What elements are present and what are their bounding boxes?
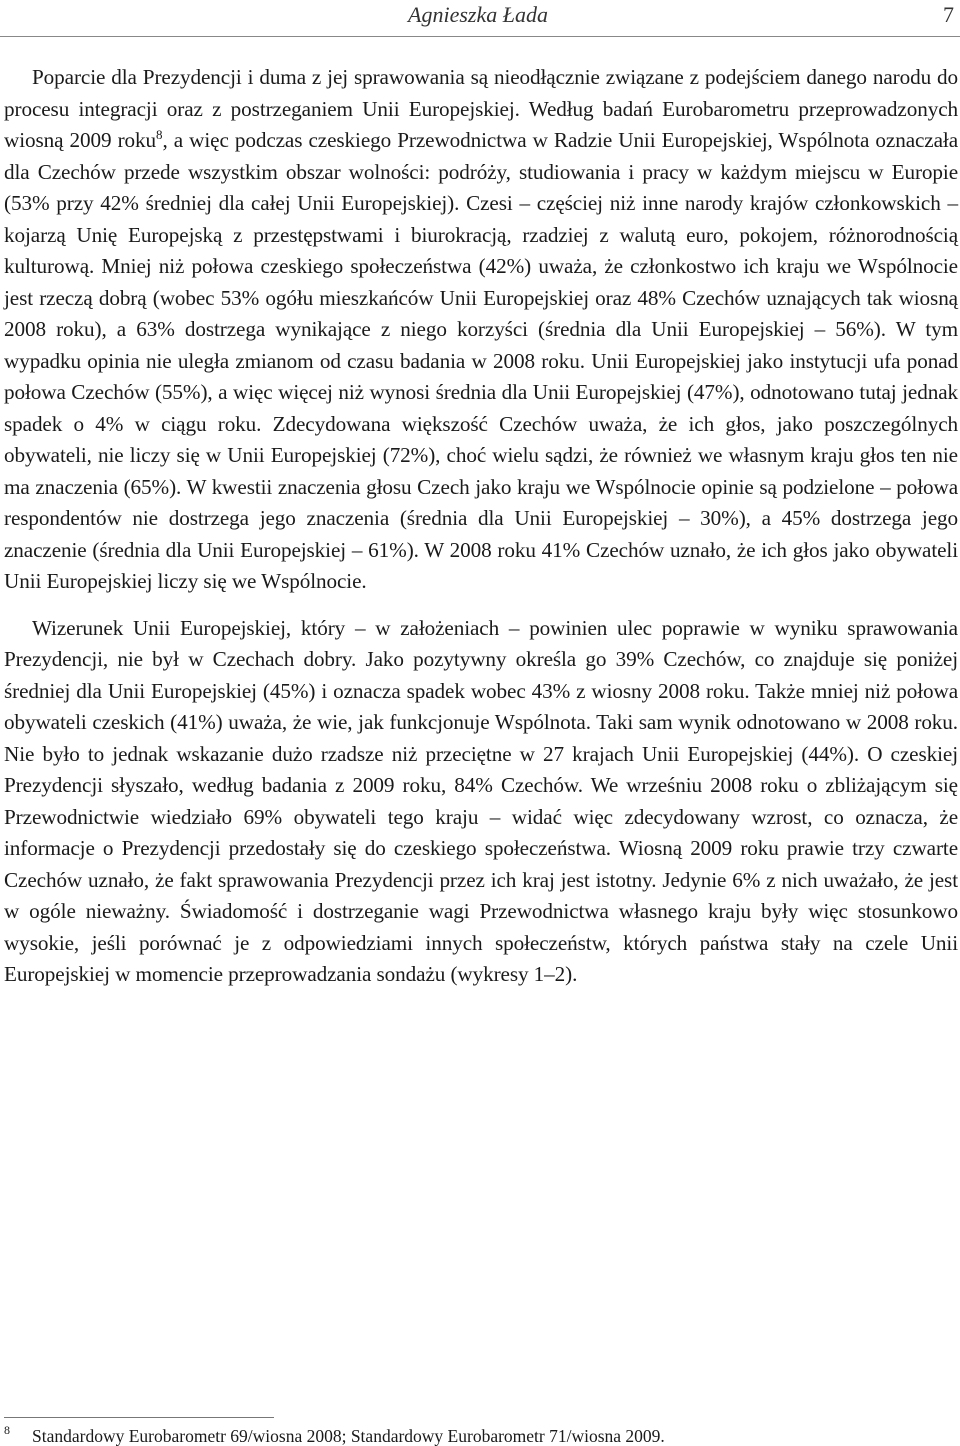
footnote-number: 8 bbox=[4, 1423, 10, 1437]
footnote-reference: 8 bbox=[156, 127, 163, 142]
paragraph-2: Wizerunek Unii Europejskiej, który – w założeniach – powinien ulec poprawie w wyniku sprawowania Prezydencji, nie był w Czechach dobry. Jako pozytywny określa go 39% Czechów, co znajduje się poniżej średniej dla Unii Europejskiej (45%) i oznacza spadek wobec 43% z wiosny 2008 roku. Także mniej niż połowa obywateli czeskich (41%) uważa, że wie, jak funkcjonuje Wspólnota. Taki sam wynik odnotowano w 2008 roku. Nie było to jednak wskazanie dużo rzadsze niż przeciętne w 27 krajach Unii Europejskiej (44%). O czeskiej Prezydencji słyszało, według badania z 2009 roku, 84% Czechów. We wrześniu 2008 roku o zbliżającym się Przewodnictwie wiedziało 69% obywateli tego kraju – widać więc zdecydowany wzrost, co oznacza, że informacje o Prezydencji przedostały się do czeskiego społeczeństwa. Wiosną 2009 roku prawie trzy czwarte Czechów uznało, że fakt sprawowania Prezydencji przez ich kraj jest istotny. Jedynie 6% z nich uważało, że jest w ogóle nieważny. Świadomość i dostrzeganie wagi Przewodnictwa własnego kraju były więc stosunkowo wysokie, jeśli porównać je z odpowiedziami innych społeczeństw, których państwa stały na czele Unii Europejskiej w momencie przeprowadzania sondażu (wykresy 1–2). bbox=[4, 615, 958, 986]
body-text bbox=[4, 62, 958, 991]
paragraph-1-text-a: Poparcie dla Prezydencji i duma z jej sprawowania są nieodłącznie związane z podejściem danego narodu do procesu integracji oraz z postrzeganiem Unii Europejskiej. Według badań Eurobarometru przeprowadzonych wiosną 2009 roku bbox=[4, 65, 958, 152]
paragraph-1 bbox=[4, 62, 958, 598]
page-number: 7 bbox=[943, 2, 954, 27]
footnote-rule bbox=[4, 1417, 274, 1418]
running-header bbox=[0, 0, 960, 38]
footnote bbox=[4, 1420, 954, 1446]
footnote-text: Standardowy Eurobarometr 69/wiosna 2008; Standardowy Eurobarometr 71/wiosna 2009. bbox=[32, 1426, 665, 1446]
paragraph-1-text-b: , a więc podczas czeskiego Przewodnictwa w Radzie Unii Europejskiej, Wspólnota oznaczała dla Czechów przede wszystkim obszar wolności: podróży, studiowania i pracy w każdym miejscu w Europie (53% przy 42% średniej dla całej Unii Europejskiej). Czesi – częściej niż inne narody krajów członkowskich – kojarzą Unię Europejską z przestępstwami i biurokracją, rzadziej z walutą euro, pokojem, różnorodnością kulturową. Mniej niż połowa czeskiego społeczeństwa (42%) uważa, że członkostwo ich kraju we Wspólnocie jest rzeczą dobrą (wobec 53% ogółu mieszkańców Unii Europejskiej oraz 48% Czechów uznających tak wiosną 2008 roku), a 63% dostrzega wynikające z niego korzyści (średnia dla Unii Europejskiej – 56%). W tym wypadku opinia nie uległa zmianom od czasu badania w 2008 roku. Unii Europejskiej jako instytucji ufa ponad połowa Czechów (55%), a więc więcej niż wynosi średnia dla Unii Europejskiej (47%), odnotowano tutaj jednak spadek o 4% w ciągu roku. Zdecydowana większość Czechów uważa, że ich głos, jako poszczególnych obywateli, nie liczy się w Unii Europejskiej (72%), choć wielu sądzi, że również we własnym kraju głos ten nie ma znaczenia (65%). W kwestii znaczenia głosu Czech jako kraju we Wspólnocie opinie są podzielone – połowa respondentów nie dostrzega jego znaczenia (średnia dla Unii Europejskiej – 30%), a 45% dostrzega jego znaczenie (średnia dla Unii Europejskiej – 61%). W 2008 roku 41% Czechów uznało, że ich głos jako obywateli Unii Europejskiej liczy się we Wspólnocie. bbox=[4, 128, 958, 593]
running-header-author: Agnieszka Łada bbox=[408, 2, 548, 27]
header-rule bbox=[0, 36, 960, 37]
